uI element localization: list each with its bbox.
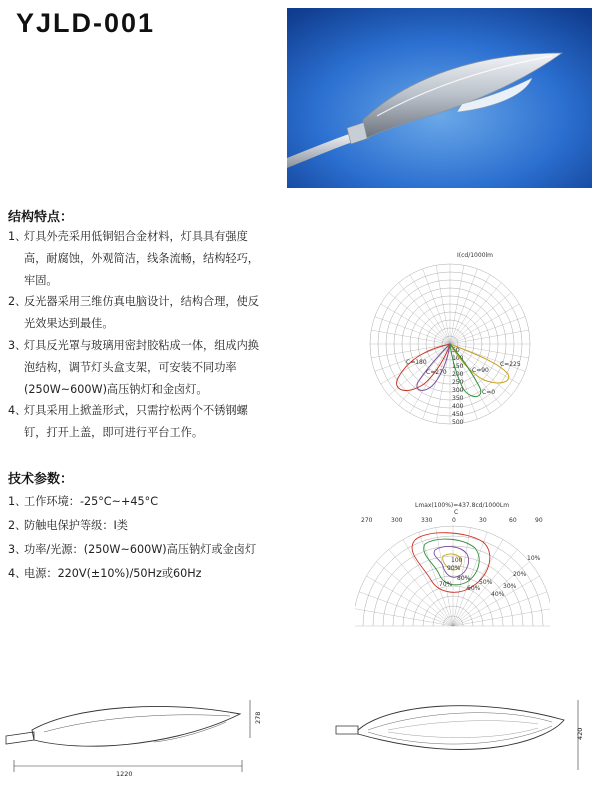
contour-label: 90% <box>447 565 461 572</box>
spec-item-4: 4、电源：220V(±10%)/50Hz或60Hz <box>8 567 202 580</box>
scale-label: 0 <box>452 517 456 524</box>
feature-item-1: 1、灯具外壳采用低铜铝合金材料，灯具具有强度 <box>8 230 248 243</box>
width-dimension: 420 <box>576 727 584 740</box>
spec-item-2: 2、防触电保护等级：I类 <box>8 519 128 532</box>
specs-heading: 技术参数： <box>8 472 74 487</box>
curve-label: C=90 <box>472 367 489 374</box>
curve-label: C=180 <box>406 359 427 366</box>
contour-label: 10% <box>527 555 541 562</box>
feature-item-3-line2: 泡结构，调节灯头盒支架，可安装不同功率 <box>24 360 237 374</box>
polar-grid-spoke <box>450 283 501 344</box>
contour-label: 20% <box>513 571 527 578</box>
top-view-drawing <box>328 690 592 786</box>
scale-label: 30 <box>479 517 487 524</box>
curve-red <box>397 344 450 391</box>
polar-grid-spoke <box>399 283 450 344</box>
specs-list <box>8 490 308 586</box>
feature-item-1-line2: 高，耐腐蚀，外观简洁，线条流畅，结构轻巧， <box>24 251 259 265</box>
height-dimension: 278 <box>254 711 262 724</box>
polar-chart-title: I(cd/1000lm <box>457 252 494 259</box>
radial-label: 100 <box>452 355 464 362</box>
scale-label: 300 <box>391 517 403 524</box>
contour-label: 30% <box>503 583 517 590</box>
radial-label: 400 <box>452 403 464 410</box>
radial-label: 500 <box>452 419 464 426</box>
curve-purple <box>417 344 450 390</box>
isolux-chart <box>355 500 550 632</box>
contour-label: 40% <box>491 591 505 598</box>
radial-label: 350 <box>452 395 464 402</box>
spec-item-3: 3、功率/光源：(250W~600W)高压钠灯或金卤灯 <box>8 543 257 556</box>
contour-label: 70% <box>439 581 453 588</box>
feature-item-2: 2、反光器采用三维仿真电脑设计，结构合理，使反 <box>8 295 259 309</box>
isolux-c-label: C <box>454 509 459 516</box>
isolux-grid-spoke <box>376 562 453 626</box>
contour-label: 100 <box>451 557 463 564</box>
isolux-grid-spoke <box>453 609 550 626</box>
features-list <box>8 226 298 444</box>
features-heading: 结构特点： <box>8 210 74 225</box>
isolux-grid-spoke <box>355 609 453 626</box>
polar-intensity-chart <box>362 248 540 438</box>
feature-item-3: 3、灯具反光罩与玻璃用密封胶粘成一体，组成内换 <box>8 338 259 352</box>
isolux-title: Lmax(100%)=437.8cd/1000Lm <box>415 502 510 509</box>
scale-label: 270 <box>361 517 373 524</box>
model-title: YJLD-001 <box>16 8 156 38</box>
radial-label: 250 <box>452 379 464 386</box>
curve-label: C=225 <box>500 361 521 368</box>
radial-label: 150 <box>452 363 464 370</box>
isolux-top-scale <box>361 517 543 524</box>
scale-label: 90 <box>535 517 543 524</box>
curve-label: C=270 <box>426 369 447 376</box>
feature-item-4: 4、灯具采用上掀盖形式，只需拧松两个不锈钢螺 <box>8 404 248 418</box>
product-photo <box>287 8 592 188</box>
radial-label: 200 <box>452 371 464 378</box>
feature-item-1-line3: 牢固。 <box>24 273 58 287</box>
contour-label: 60% <box>467 585 481 592</box>
radial-label: 50 <box>452 347 460 354</box>
contour-label: 80% <box>457 575 471 582</box>
contour-label: 50% <box>479 579 493 586</box>
polar-grid-spoke <box>450 293 511 344</box>
feature-item-3-line3: (250W~600W)高压钠灯和金卤灯。 <box>24 382 208 396</box>
scale-label: 60 <box>509 517 517 524</box>
scale-label: 330 <box>421 517 433 524</box>
spec-item-1: 1、工作环境：-25°C~+45°C <box>8 495 159 508</box>
side-view-drawing <box>4 692 270 784</box>
polar-grid-spoke <box>389 293 450 344</box>
feature-item-2-line2: 光效果达到最佳。 <box>24 317 114 331</box>
length-dimension: 1220 <box>116 770 133 778</box>
feature-item-4-line2: 钉，打开上盖，即可进行平台工作。 <box>24 426 204 440</box>
radial-label: 450 <box>452 411 464 418</box>
radial-label: 300 <box>452 387 464 394</box>
curve-label: C=0 <box>482 389 496 396</box>
